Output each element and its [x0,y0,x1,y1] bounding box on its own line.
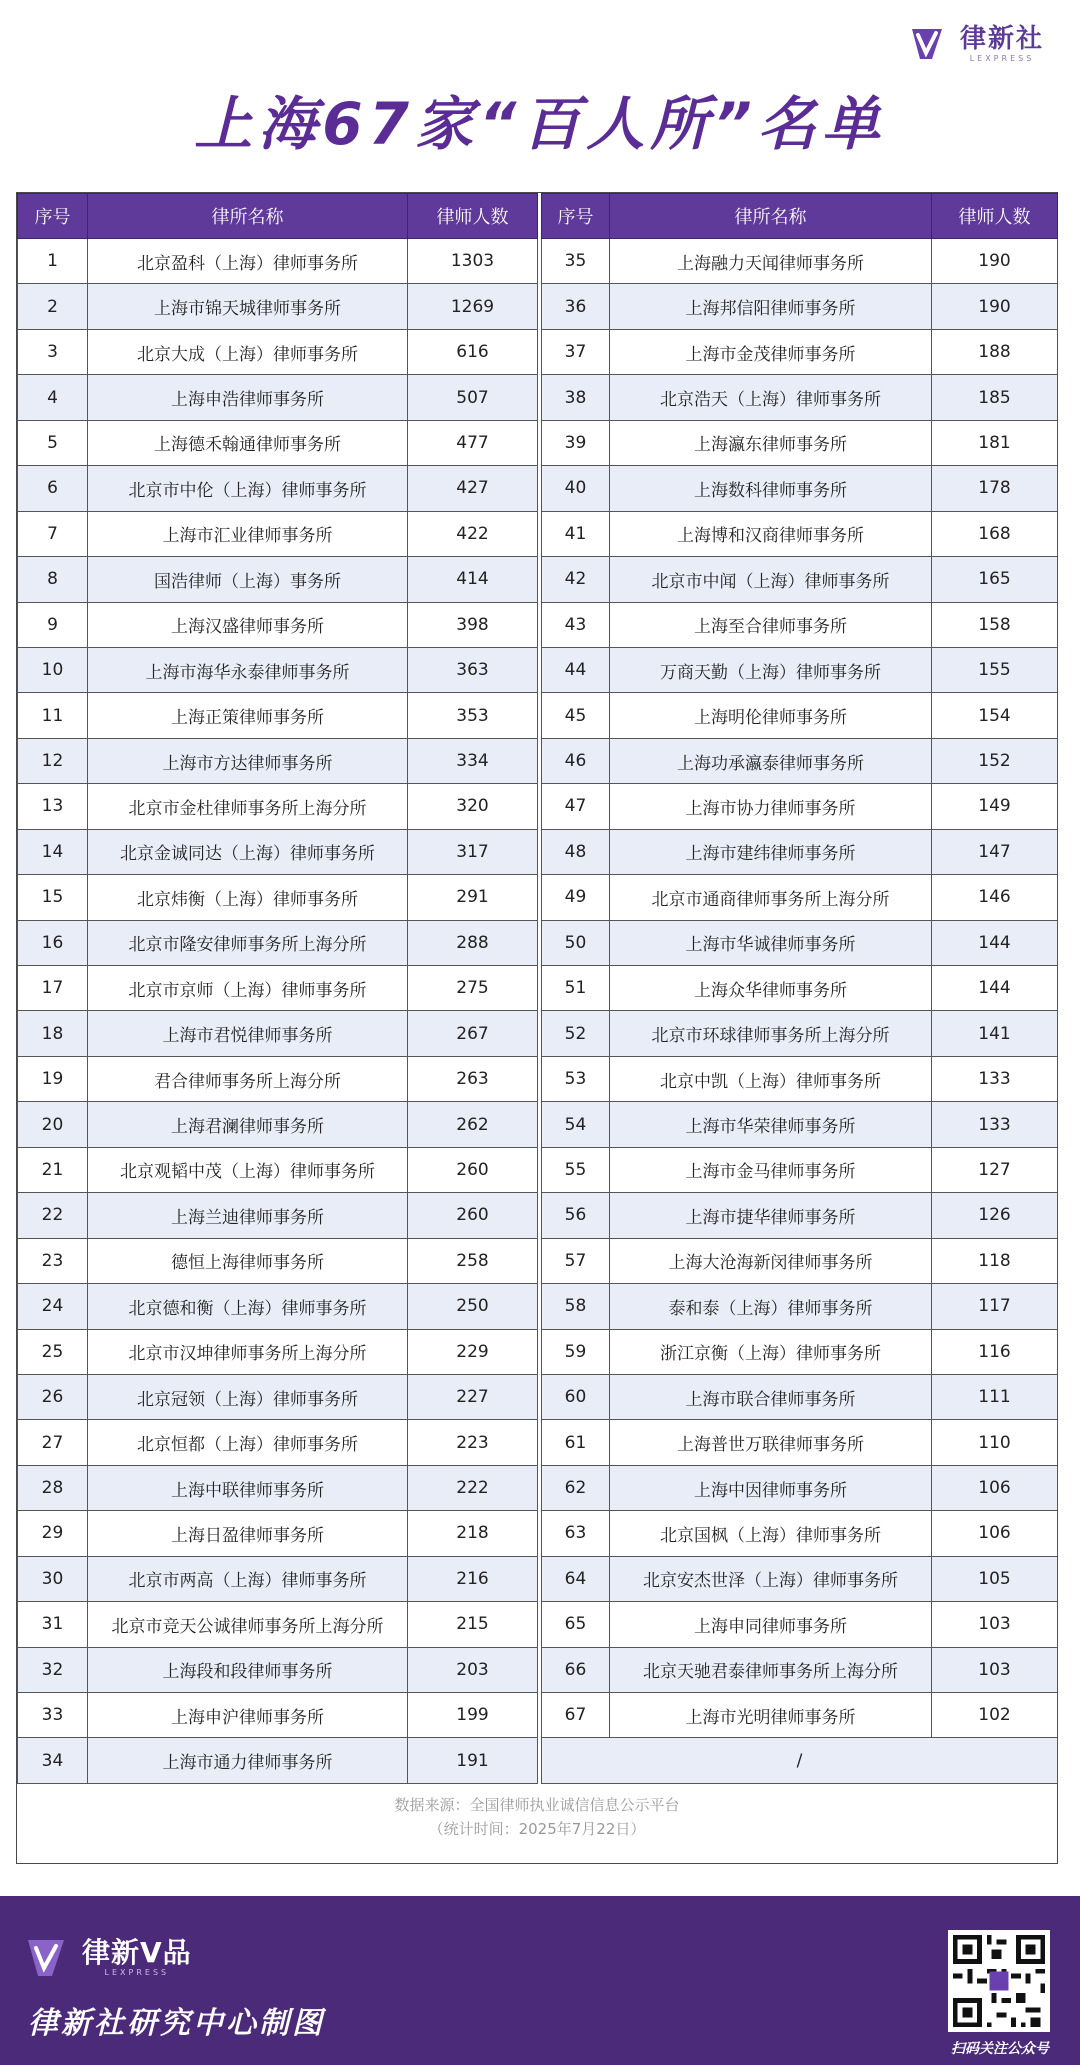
cell-firm-name: 北京德和衡（上海）律师事务所 [88,1284,408,1329]
cell-lawyer-count: 111 [932,1374,1058,1419]
table-row [542,784,1058,829]
cell-no: 14 [18,829,88,874]
table-row [542,1102,1058,1147]
cell-firm-name: 上海明伦律师事务所 [610,693,932,738]
cell-firm-name: 上海市捷华律师事务所 [610,1193,932,1238]
table-row [18,1329,538,1374]
cell-firm-name: 上海市建纬律师事务所 [610,829,932,874]
cell-lawyer-count: 216 [408,1556,538,1601]
cell-no: 60 [542,1374,610,1419]
cell-no: 21 [18,1147,88,1192]
cell-lawyer-count: 288 [408,920,538,965]
table-row [18,875,538,920]
cell-no: 37 [542,329,610,374]
cell-firm-name: 上海市协力律师事务所 [610,784,932,829]
cell-lawyer-count: 1303 [408,239,538,284]
brand-logo [908,22,1044,66]
cell-no: 50 [542,920,610,965]
cell-firm-name: 上海瀛东律师事务所 [610,420,932,465]
cell-lawyer-count: 616 [408,329,538,374]
cell-no: 36 [542,284,610,329]
header-count: 律师人数 [932,194,1058,239]
table-row [542,557,1058,602]
table-row [18,1465,538,1510]
cell-lawyer-count: 275 [408,966,538,1011]
cell-no: 24 [18,1284,88,1329]
qr-code-icon [948,1930,1050,2032]
table-row [18,1738,538,1783]
cell-firm-name: 上海汉盛律师事务所 [88,602,408,647]
cell-firm-name: 泰和泰（上海）律师事务所 [610,1284,932,1329]
cell-lawyer-count: 263 [408,1056,538,1101]
footer-slogan: 律新社研究中心制图 [28,2006,325,2041]
table-row [542,284,1058,329]
cell-no: 52 [542,1011,610,1056]
cell-lawyer-count: 507 [408,375,538,420]
cell-lawyer-count: 133 [932,1102,1058,1147]
cell-no: 57 [542,1238,610,1283]
cell-no: 3 [18,329,88,374]
table-row [18,1374,538,1419]
cell-firm-name: 上海中联律师事务所 [88,1465,408,1510]
cell-lawyer-count: 144 [932,966,1058,1011]
cell-lawyer-count: 188 [932,329,1058,374]
cell-firm-name: 上海功承瀛泰律师事务所 [610,738,932,783]
cell-firm-name: 上海市华荣律师事务所 [610,1102,932,1147]
cell-lawyer-count: 191 [408,1738,538,1783]
table-row [18,602,538,647]
cell-firm-name: 北京市两高（上海）律师事务所 [88,1556,408,1601]
cell-no: 2 [18,284,88,329]
cell-no: 20 [18,1102,88,1147]
cell-no: 47 [542,784,610,829]
table-row [18,1693,538,1738]
cell-no: 43 [542,602,610,647]
cell-lawyer-count: 260 [408,1147,538,1192]
cell-firm-name: 北京炜衡（上海）律师事务所 [88,875,408,920]
cell-no: 25 [18,1329,88,1374]
cell-no: 22 [18,1193,88,1238]
table-row [542,647,1058,692]
cell-lawyer-count: 146 [932,875,1058,920]
table-row [18,1511,538,1556]
table-row [542,375,1058,420]
cell-lawyer-count: 103 [932,1602,1058,1647]
left-table [17,193,538,1784]
cell-lawyer-count: 215 [408,1602,538,1647]
cell-firm-name: 上海中因律师事务所 [610,1465,932,1510]
cell-no: 39 [542,420,610,465]
cell-lawyer-count: 1269 [408,284,538,329]
cell-firm-name: 北京冠领（上海）律师事务所 [88,1374,408,1419]
cell-lawyer-count: 223 [408,1420,538,1465]
table-row [18,1147,538,1192]
table-row [542,1693,1058,1738]
cell-firm-name: 德恒上海律师事务所 [88,1238,408,1283]
cell-no: 53 [542,1056,610,1101]
cell-lawyer-count: 190 [932,239,1058,284]
cell-no: 28 [18,1465,88,1510]
table-row [18,829,538,874]
right-header-row [542,194,1058,239]
table-row [542,829,1058,874]
left-header-row [18,194,538,239]
cell-firm-name: 上海市锦天城律师事务所 [88,284,408,329]
cell-no: 38 [542,375,610,420]
cell-lawyer-count: 185 [932,375,1058,420]
cell-lawyer-count: 149 [932,784,1058,829]
table-row [542,1647,1058,1692]
cell-lawyer-count: 155 [932,647,1058,692]
cell-no: 67 [542,1693,610,1738]
cell-lawyer-count: 141 [932,1011,1058,1056]
table-row [18,1556,538,1601]
cell-no: 10 [18,647,88,692]
table-row [542,738,1058,783]
cell-lawyer-count: 168 [932,511,1058,556]
cell-firm-name: 上海市海华永泰律师事务所 [88,647,408,692]
cell-lawyer-count: 414 [408,557,538,602]
cell-firm-name: 北京市中伦（上海）律师事务所 [88,466,408,511]
cell-no: 11 [18,693,88,738]
cell-no: 65 [542,1602,610,1647]
cell-lawyer-count: 106 [932,1511,1058,1556]
table-row [542,1238,1058,1283]
source-note [17,1793,1057,1841]
cell-no: 66 [542,1647,610,1692]
cell-firm-name: 上海申浩律师事务所 [88,375,408,420]
table-row [18,784,538,829]
cell-firm-name: 北京市通商律师事务所上海分所 [610,875,932,920]
table-row [18,647,538,692]
cell-firm-name: 上海君澜律师事务所 [88,1102,408,1147]
header-count: 律师人数 [408,194,538,239]
cell-no: 41 [542,511,610,556]
table-row [542,1374,1058,1419]
cell-no: 5 [18,420,88,465]
cell-firm-name: 上海申同律师事务所 [610,1602,932,1647]
cell-lawyer-count: 106 [932,1465,1058,1510]
table-row [18,511,538,556]
cell-lawyer-count: 267 [408,1011,538,1056]
cell-no: 13 [18,784,88,829]
brand-name: 律新社 [959,24,1044,54]
cell-firm-name: 北京大成（上海）律师事务所 [88,329,408,374]
cell-lawyer-count: 218 [408,1511,538,1556]
cell-no: 19 [18,1056,88,1101]
cell-no: 62 [542,1465,610,1510]
table-row [18,1193,538,1238]
cell-no: 6 [18,466,88,511]
cell-firm-name: 上海大沧海新闵律师事务所 [610,1238,932,1283]
cell-lawyer-count: 353 [408,693,538,738]
cell-lawyer-count: 103 [932,1647,1058,1692]
table-row [542,1556,1058,1601]
cell-lawyer-count: 477 [408,420,538,465]
cell-no: 30 [18,1556,88,1601]
cell-no: 7 [18,511,88,556]
table-row [542,1011,1058,1056]
qr-caption: 扫码关注公众号 [951,2041,1049,2057]
cell-lawyer-count: 427 [408,466,538,511]
cell-firm-name: 上海市联合律师事务所 [610,1374,932,1419]
cell-lawyer-count: 222 [408,1465,538,1510]
cell-firm-name: 北京天驰君泰律师事务所上海分所 [610,1647,932,1692]
table-row [18,284,538,329]
table-row [542,966,1058,1011]
table-row [542,1602,1058,1647]
cell-firm-name: 上海日盈律师事务所 [88,1511,408,1556]
table-row [542,1284,1058,1329]
table-row [18,420,538,465]
cell-lawyer-count: 250 [408,1284,538,1329]
cell-lawyer-count: 102 [932,1693,1058,1738]
cell-no: 4 [18,375,88,420]
cell-firm-name: 北京观韬中茂（上海）律师事务所 [88,1147,408,1192]
cell-lawyer-count: 190 [932,284,1058,329]
cell-no: 49 [542,875,610,920]
table-row [18,920,538,965]
table-row [18,1238,538,1283]
cell-no: 18 [18,1011,88,1056]
cell-firm-name: 北京市金杜律师事务所上海分所 [88,784,408,829]
empty-cell: / [542,1738,1058,1783]
table-row [18,693,538,738]
cell-firm-name: 北京安杰世泽（上海）律师事务所 [610,1556,932,1601]
cell-no: 1 [18,239,88,284]
cell-firm-name: 上海市通力律师事务所 [88,1738,408,1783]
cell-no: 31 [18,1602,88,1647]
cell-no: 9 [18,602,88,647]
brand-sub: LEXPRESS [969,54,1035,63]
cell-no: 32 [18,1647,88,1692]
cell-no: 16 [18,920,88,965]
cell-no: 59 [542,1329,610,1374]
table-row [18,239,538,284]
cell-no: 54 [542,1102,610,1147]
table-row [18,1056,538,1101]
cell-lawyer-count: 178 [932,466,1058,511]
cell-firm-name: 北京市京师（上海）律师事务所 [88,966,408,1011]
cell-no: 42 [542,557,610,602]
cell-lawyer-count: 262 [408,1102,538,1147]
cell-lawyer-count: 110 [932,1420,1058,1465]
cell-no: 26 [18,1374,88,1419]
cell-lawyer-count: 398 [408,602,538,647]
footer-logo-sub: LEXPRESS [104,1968,170,1977]
cell-no: 56 [542,1193,610,1238]
cell-lawyer-count: 227 [408,1374,538,1419]
cell-firm-name: 上海兰迪律师事务所 [88,1193,408,1238]
table-row [542,1193,1058,1238]
cell-firm-name: 北京恒都（上海）律师事务所 [88,1420,408,1465]
cell-no: 33 [18,1693,88,1738]
cell-no: 29 [18,1511,88,1556]
cell-lawyer-count: 147 [932,829,1058,874]
cell-lawyer-count: 127 [932,1147,1058,1192]
cell-no: 8 [18,557,88,602]
cell-firm-name: 北京市汉坤律师事务所上海分所 [88,1329,408,1374]
cell-lawyer-count: 181 [932,420,1058,465]
table-row [18,1011,538,1056]
cell-firm-name: 上海段和段律师事务所 [88,1647,408,1692]
cell-firm-name: 上海德禾翰通律师事务所 [88,420,408,465]
cell-firm-name: 国浩律师（上海）事务所 [88,557,408,602]
table-row [18,966,538,1011]
cell-firm-name: 北京中凯（上海）律师事务所 [610,1056,932,1101]
cell-lawyer-count: 144 [932,920,1058,965]
cell-firm-name: 上海邦信阳律师事务所 [610,284,932,329]
cell-firm-name: 上海博和汉商律师事务所 [610,511,932,556]
cell-no: 61 [542,1420,610,1465]
cell-firm-name: 上海市君悦律师事务所 [88,1011,408,1056]
cell-firm-name: 上海申沪律师事务所 [88,1693,408,1738]
table-row [18,1602,538,1647]
cell-firm-name: 北京盈科（上海）律师事务所 [88,239,408,284]
cell-firm-name: 北京市隆安律师事务所上海分所 [88,920,408,965]
cell-lawyer-count: 260 [408,1193,538,1238]
cell-firm-name: 上海融力天闻律师事务所 [610,239,932,284]
footer-logo [24,1936,192,1980]
cell-firm-name: 上海市华诚律师事务所 [610,920,932,965]
cell-lawyer-count: 320 [408,784,538,829]
cell-firm-name: 北京国枫（上海）律师事务所 [610,1511,932,1556]
cell-firm-name: 万商天勤（上海）律师事务所 [610,647,932,692]
cell-lawyer-count: 118 [932,1238,1058,1283]
cell-no: 63 [542,1511,610,1556]
qr-code[interactable] [948,1930,1050,2032]
footer-band [0,1896,1080,2065]
cell-firm-name: 北京市环球律师事务所上海分所 [610,1011,932,1056]
cell-lawyer-count: 317 [408,829,538,874]
table-row [18,1284,538,1329]
cell-no: 34 [18,1738,88,1783]
cell-firm-name: 上海市方达律师事务所 [88,738,408,783]
cell-no: 27 [18,1420,88,1465]
cell-firm-name: 上海市光明律师事务所 [610,1693,932,1738]
footer-logo-name: 律新V品 [82,1936,192,1969]
table-row [542,420,1058,465]
cell-lawyer-count: 203 [408,1647,538,1692]
table-row [18,557,538,602]
cell-firm-name: 上海至合律师事务所 [610,602,932,647]
cell-no: 58 [542,1284,610,1329]
cell-no: 23 [18,1238,88,1283]
table-row [542,1420,1058,1465]
cell-lawyer-count: 158 [932,602,1058,647]
table-row [542,602,1058,647]
header-name: 律所名称 [610,194,932,239]
cell-firm-name: 上海普世万联律师事务所 [610,1420,932,1465]
table-row [542,511,1058,556]
cell-no: 40 [542,466,610,511]
cell-no: 15 [18,875,88,920]
cell-firm-name: 上海正策律师事务所 [88,693,408,738]
table-row [542,920,1058,965]
table-row [18,466,538,511]
cell-firm-name: 上海市汇业律师事务所 [88,511,408,556]
cell-lawyer-count: 165 [932,557,1058,602]
table-row [18,1102,538,1147]
cell-firm-name: 上海市金茂律师事务所 [610,329,932,374]
cell-lawyer-count: 291 [408,875,538,920]
cell-lawyer-count: 258 [408,1238,538,1283]
cell-firm-name: 上海市金马律师事务所 [610,1147,932,1192]
table-row [542,1329,1058,1374]
cell-lawyer-count: 422 [408,511,538,556]
table-row [18,375,538,420]
table-row [542,1056,1058,1101]
table-row [18,329,538,374]
table-row [542,329,1058,374]
cell-lawyer-count: 199 [408,1693,538,1738]
cell-no: 35 [542,239,610,284]
cell-no: 45 [542,693,610,738]
cell-no: 51 [542,966,610,1011]
table-row [542,239,1058,284]
source-line: 数据来源：全国律师执业诚信信息公示平台 [394,1796,680,1814]
cell-firm-name: 上海众华律师事务所 [610,966,932,1011]
cell-no: 44 [542,647,610,692]
table-row [18,1647,538,1692]
cell-no: 64 [542,1556,610,1601]
cell-lawyer-count: 334 [408,738,538,783]
cell-lawyer-count: 152 [932,738,1058,783]
brand-logo-icon [908,23,950,65]
cell-lawyer-count: 133 [932,1056,1058,1101]
date-line: （统计时间：2025年7月22日） [428,1820,646,1838]
header-name: 律所名称 [88,194,408,239]
cell-no: 46 [542,738,610,783]
table-row [18,1420,538,1465]
cell-firm-name: 北京浩天（上海）律师事务所 [610,375,932,420]
cell-firm-name: 上海数科律师事务所 [610,466,932,511]
header-no: 序号 [18,194,88,239]
cell-lawyer-count: 229 [408,1329,538,1374]
cell-lawyer-count: 117 [932,1284,1058,1329]
cell-lawyer-count: 154 [932,693,1058,738]
cell-no: 55 [542,1147,610,1192]
table-row [542,693,1058,738]
cell-no: 48 [542,829,610,874]
footer-logo-icon [24,1936,72,1980]
header-no: 序号 [542,194,610,239]
table-row [542,466,1058,511]
cell-lawyer-count: 116 [932,1329,1058,1374]
table-row [542,1511,1058,1556]
cell-firm-name: 北京金诚同达（上海）律师事务所 [88,829,408,874]
cell-lawyer-count: 105 [932,1556,1058,1601]
table-row [542,1147,1058,1192]
page-title: 上海67家“百人所”名单 [194,90,886,158]
table-row [542,1465,1058,1510]
right-table [541,193,1058,1784]
cell-firm-name: 北京市中闻（上海）律师事务所 [610,557,932,602]
cell-firm-name: 北京市竞天公诚律师事务所上海分所 [88,1602,408,1647]
table-row [18,738,538,783]
cell-no: 12 [18,738,88,783]
cell-firm-name: 浙江京衡（上海）律师事务所 [610,1329,932,1374]
table-row-empty [542,1738,1058,1783]
table-card [16,192,1058,1864]
cell-lawyer-count: 126 [932,1193,1058,1238]
cell-no: 17 [18,966,88,1011]
cell-firm-name: 君合律师事务所上海分所 [88,1056,408,1101]
cell-lawyer-count: 363 [408,647,538,692]
table-row [542,875,1058,920]
